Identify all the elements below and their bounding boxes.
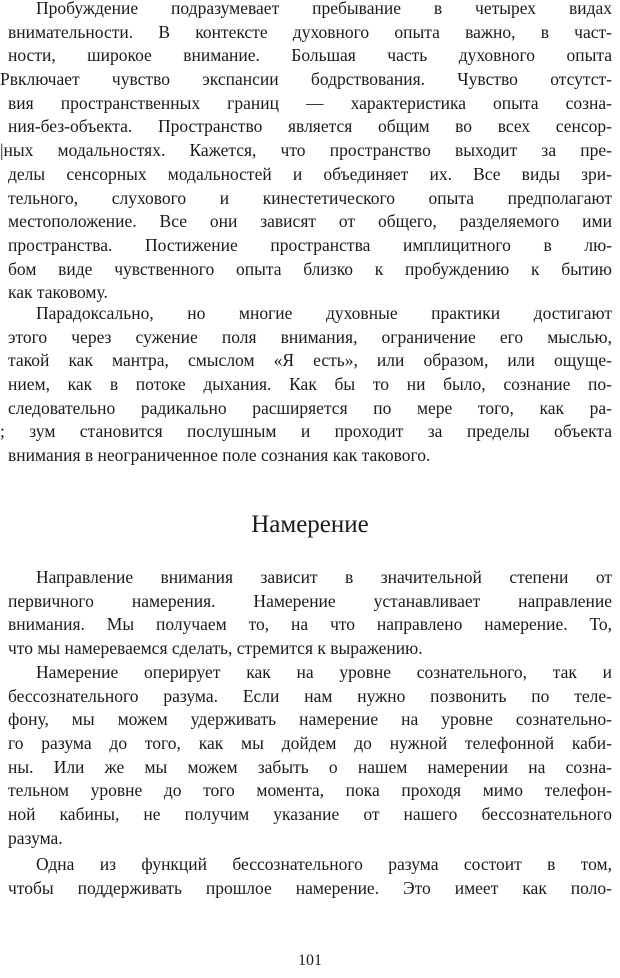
paragraph-intention-levels — [8, 661, 612, 851]
text-line: делы сенсорных модальностей и объединяет их. Все виды зри- — [8, 163, 612, 184]
text-line: как таковому. — [8, 282, 108, 303]
page-number: 101 — [298, 952, 322, 969]
text-line: го разума до того, как мы дойдем до нужной телефонной каби- — [8, 733, 612, 754]
paragraph-intention-direction — [8, 566, 612, 661]
text-line: Пробуждение подразумевает пребывание в четырех видах — [36, 0, 612, 18]
text-line: ной кабины, не получим указание от нашего бессознательного — [8, 804, 612, 825]
text-line: пространства. Постижение пространства имплицитного в лю- — [8, 234, 612, 255]
text-line: Парадоксально, но многие духовные практики достигают — [36, 303, 612, 323]
text-line: внимательности. В контексте духовного опыта важно, в част- — [8, 21, 612, 42]
text-line: ; зум становится послушным и проходит за пределы объекта — [0, 421, 612, 442]
text-line: бессознательного разума. Если нам нужно позвонить по теле- — [8, 685, 612, 706]
text-line: что мы намереваемся сделать, стремится к выражению. — [8, 638, 423, 659]
text-line: ны. Или же мы можем забыть о нашем намерении на созна- — [8, 756, 612, 777]
text-line: чтобы поддерживать прошлое намерение. Это имеет как поло- — [8, 877, 612, 898]
text-line: вия пространственных границ — характеристика опыта созна- — [8, 92, 612, 113]
paragraph-awakening — [0, 0, 612, 305]
text-line: тельного, слухового и кинестетического опыта предполагают — [8, 187, 612, 208]
paragraph-paradox — [0, 302, 612, 468]
text-line: Одна из функций бессознательного разума состоит в том, — [36, 854, 612, 874]
text-line: |ных модальностях. Кажется, что пространство выходит за пре- — [0, 140, 612, 161]
text-line: бом виде чувственного опыта близко к пробуждению к бытию — [8, 258, 612, 279]
paragraph-unconscious-function — [8, 853, 612, 900]
text-line: следовательно радикально расширяется по мере того, как ра- — [8, 397, 612, 418]
text-line: этого через сужение поля внимания, ограничение его мыслью, — [8, 326, 612, 347]
text-line: ния-без-объекта. Пространство является общим во всех сенсор- — [8, 116, 612, 137]
text-line: такой как мантра, смыслом «Я есть», или образом, или ощуще- — [8, 350, 612, 371]
text-line: фону, мы можем удерживать намерение на уровне сознательно- — [8, 709, 612, 730]
text-line: Рвключает чувство экспансии бодрствования. Чувство отсутст- — [0, 69, 612, 90]
text-line: внимания в неограниченное поле сознания как такового. — [8, 445, 431, 466]
text-line: нием, как в потоке дыхания. Как бы то ни было, сознание по- — [8, 374, 612, 395]
text-line: тельном уровне до того момента, пока проходя мимо телефон- — [8, 780, 612, 801]
text-line: местоположение. Все они зависят от общего, разделяемого ими — [8, 211, 612, 232]
text-line: первичного намерения. Намерение устанавливает направление — [8, 590, 612, 611]
section-heading: Намерение — [251, 511, 369, 538]
text-line: ности, широкое внимание. Большая часть духовного опыта — [8, 45, 612, 66]
text-line: Направление внимания зависит в значительной степени от — [36, 567, 612, 587]
text-line: внимания. Мы получаем то, на что направлено намерение. То, — [8, 614, 612, 635]
text-line: Намерение оперирует как на уровне сознательного, так и — [36, 662, 612, 682]
text-line: разума. — [8, 827, 63, 848]
